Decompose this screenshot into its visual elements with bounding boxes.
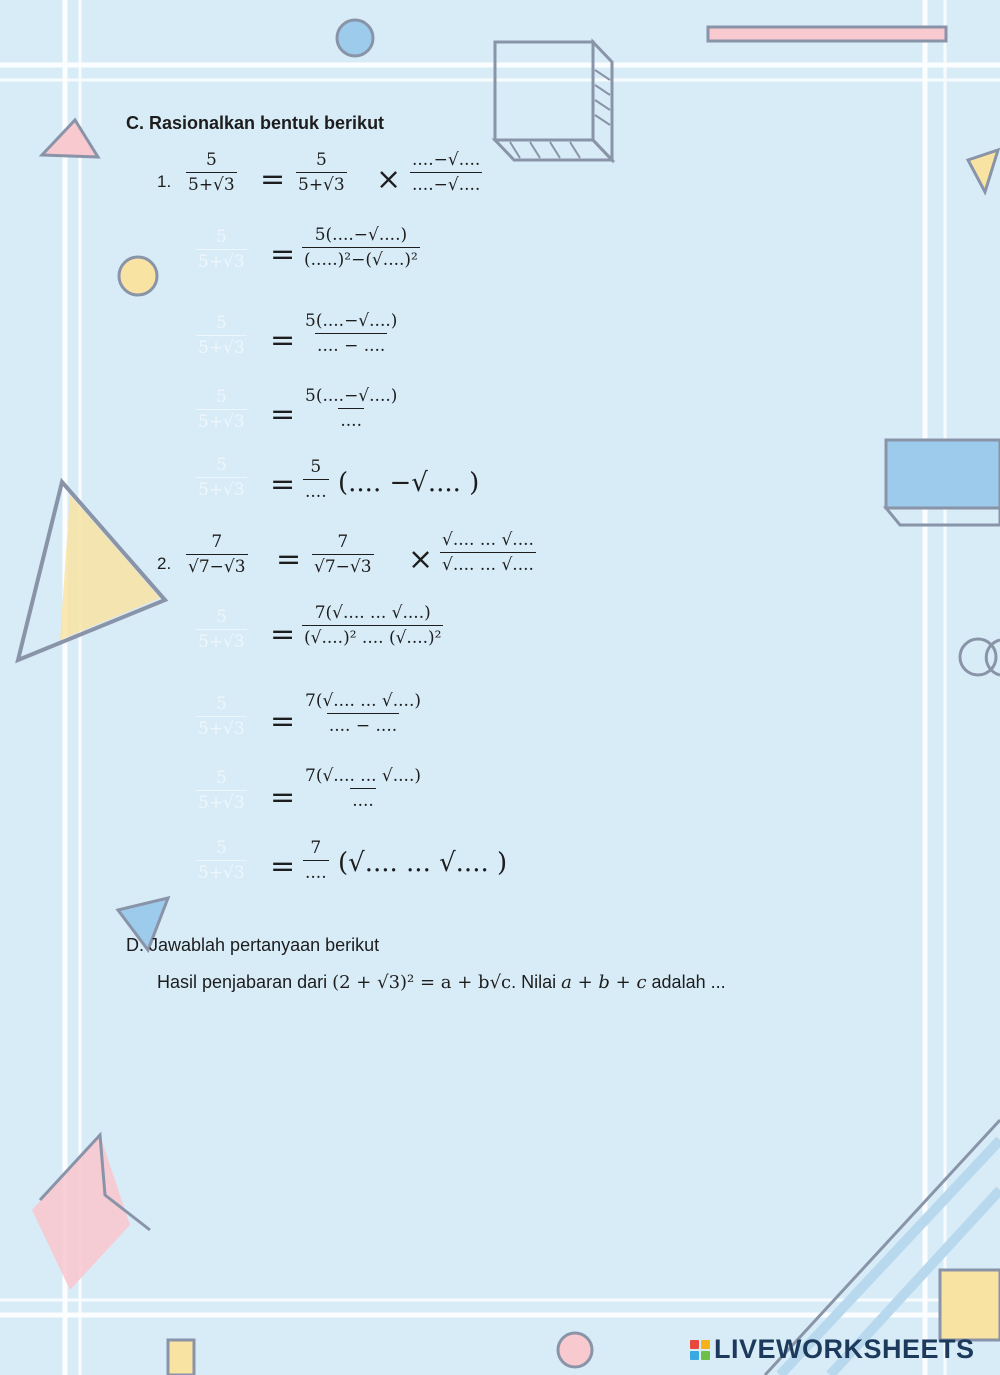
p1-final-fraction[interactable]	[303, 457, 329, 502]
p2-step1-equals: =	[270, 617, 296, 652]
p2-step2-fraction[interactable]	[303, 691, 423, 736]
p2-ghost-fraction	[196, 607, 247, 652]
p1-step2-fraction[interactable]	[303, 311, 399, 356]
section-d-heading: D. Jawablah pertanyaan berikut	[126, 935, 380, 955]
p2-step3-den[interactable]: ....	[350, 788, 376, 811]
p2-rhs-den: √7−√3	[312, 554, 374, 577]
p1-lhs-den: 5+√3	[186, 172, 237, 195]
p2-lhs-num: 7	[211, 532, 223, 552]
p2-step2-equals: =	[270, 704, 296, 739]
section-c-heading: C. Rasionalkan bentuk berikut	[126, 113, 385, 133]
logo-text: LIVEWORKSHEETS	[714, 1334, 975, 1364]
p1-step3-fraction[interactable]	[303, 386, 399, 431]
p2-lhs-den: √7−√3	[186, 554, 248, 577]
p1-ghost-fraction	[196, 387, 247, 432]
section-d-question	[157, 972, 726, 993]
p2-step3-equals: =	[270, 780, 296, 815]
p2-rhs-fraction	[312, 532, 374, 577]
p1-rhs-num: 5	[315, 150, 327, 170]
p2-ghost-fraction	[196, 838, 247, 883]
p1-rhs-den: 5+√3	[296, 172, 347, 195]
p2-multiplier-num[interactable]: √.... ... √....	[442, 530, 534, 550]
p1-step1-fraction[interactable]	[302, 225, 420, 270]
p2-step2-den[interactable]: .... − ....	[327, 713, 399, 736]
p2-step3-fraction[interactable]	[303, 766, 423, 811]
p1-lhs-fraction	[186, 150, 237, 195]
p1-final-equals: =	[270, 467, 296, 502]
p1-equals-sign: =	[260, 162, 286, 197]
p1-final-tail[interactable]: (.... −√.... )	[338, 468, 480, 498]
p1-multiplier-num[interactable]: ....−√....	[412, 150, 481, 170]
p1-step3-num[interactable]: 5(....−√....)	[305, 386, 398, 406]
ghost-num: 5	[215, 607, 227, 627]
p1-multiplier-den[interactable]: ....−√....	[410, 172, 482, 195]
p1-multiplier-fraction[interactable]	[410, 150, 482, 195]
ghost-den: 5+√3	[196, 409, 247, 432]
ghost-num: 5	[215, 838, 227, 858]
p2-lhs-fraction	[186, 532, 248, 577]
p1-step1-num[interactable]: 5(....−√....)	[314, 225, 408, 245]
p1-step1-den[interactable]: (.....)²−(√....)²	[302, 247, 420, 270]
p2-rhs-num: 7	[337, 532, 349, 552]
p1-ghost-fraction	[196, 313, 247, 358]
ghost-den: 5+√3	[196, 716, 247, 739]
p2-times-sign: ×	[408, 542, 434, 577]
ghost-num: 5	[215, 768, 227, 788]
p2-final-fraction[interactable]	[303, 838, 329, 883]
ghost-den: 5+√3	[196, 249, 247, 272]
p2-step3-num[interactable]: 7(√.... ... √....)	[305, 766, 421, 786]
p2-equals-sign: =	[276, 542, 302, 577]
p2-multiplier-fraction[interactable]	[440, 530, 536, 575]
p1-ghost-fraction	[196, 455, 247, 500]
question-end: adalah ...	[646, 972, 726, 992]
p2-final-equals: =	[270, 849, 296, 884]
p1-times-sign: ×	[376, 162, 402, 197]
p1-lhs-num: 5	[205, 150, 217, 170]
p1-final-den[interactable]: ....	[303, 479, 329, 502]
p2-final-den[interactable]: ....	[303, 860, 329, 883]
p1-step2-den[interactable]: .... − ....	[315, 333, 387, 356]
p2-ghost-fraction	[196, 768, 247, 813]
p2-multiplier-den[interactable]: √.... ... √....	[440, 552, 536, 575]
p1-step3-equals: =	[270, 397, 296, 432]
p1-ghost-fraction	[196, 227, 247, 272]
ghost-den: 5+√3	[196, 790, 247, 813]
p2-step1-num[interactable]: 7(√.... ... √....)	[314, 603, 431, 623]
p2-step2-num[interactable]: 7(√.... ... √....)	[305, 691, 421, 711]
ghost-den: 5+√3	[196, 860, 247, 883]
problem-2-index: 2.	[157, 554, 172, 573]
p1-step2-equals: =	[270, 323, 296, 358]
question-expression: a + b + c	[561, 972, 647, 993]
ghost-num: 5	[215, 455, 227, 475]
p1-step1-equals: =	[270, 237, 296, 272]
p1-final-num: 5	[310, 457, 322, 477]
question-prefix: Hasil penjabaran dari	[157, 972, 333, 992]
ghost-num: 5	[215, 387, 227, 407]
ghost-den: 5+√3	[196, 335, 247, 358]
ghost-den: 5+√3	[196, 477, 247, 500]
p1-rhs-fraction	[296, 150, 347, 195]
ghost-num: 5	[215, 227, 227, 247]
p1-step2-num[interactable]: 5(....−√....)	[305, 311, 398, 331]
p2-final-num: 7	[310, 838, 322, 858]
ghost-den: 5+√3	[196, 629, 247, 652]
question-equation: (2 + √3)² = a + b√c	[332, 972, 512, 993]
p2-final-tail[interactable]: (√.... ... √.... )	[338, 848, 508, 878]
question-suffix: . Nilai	[511, 972, 562, 992]
liveworksheets-logo	[690, 1334, 975, 1365]
p1-step3-den[interactable]: ....	[338, 408, 364, 431]
problem-1-index: 1.	[157, 172, 172, 191]
ghost-num: 5	[215, 313, 227, 333]
p2-ghost-fraction	[196, 694, 247, 739]
logo-icon	[690, 1340, 710, 1360]
p2-step1-den[interactable]: (√....)² .... (√....)²	[302, 625, 443, 648]
ghost-num: 5	[215, 694, 227, 714]
p2-step1-fraction[interactable]	[302, 603, 443, 648]
